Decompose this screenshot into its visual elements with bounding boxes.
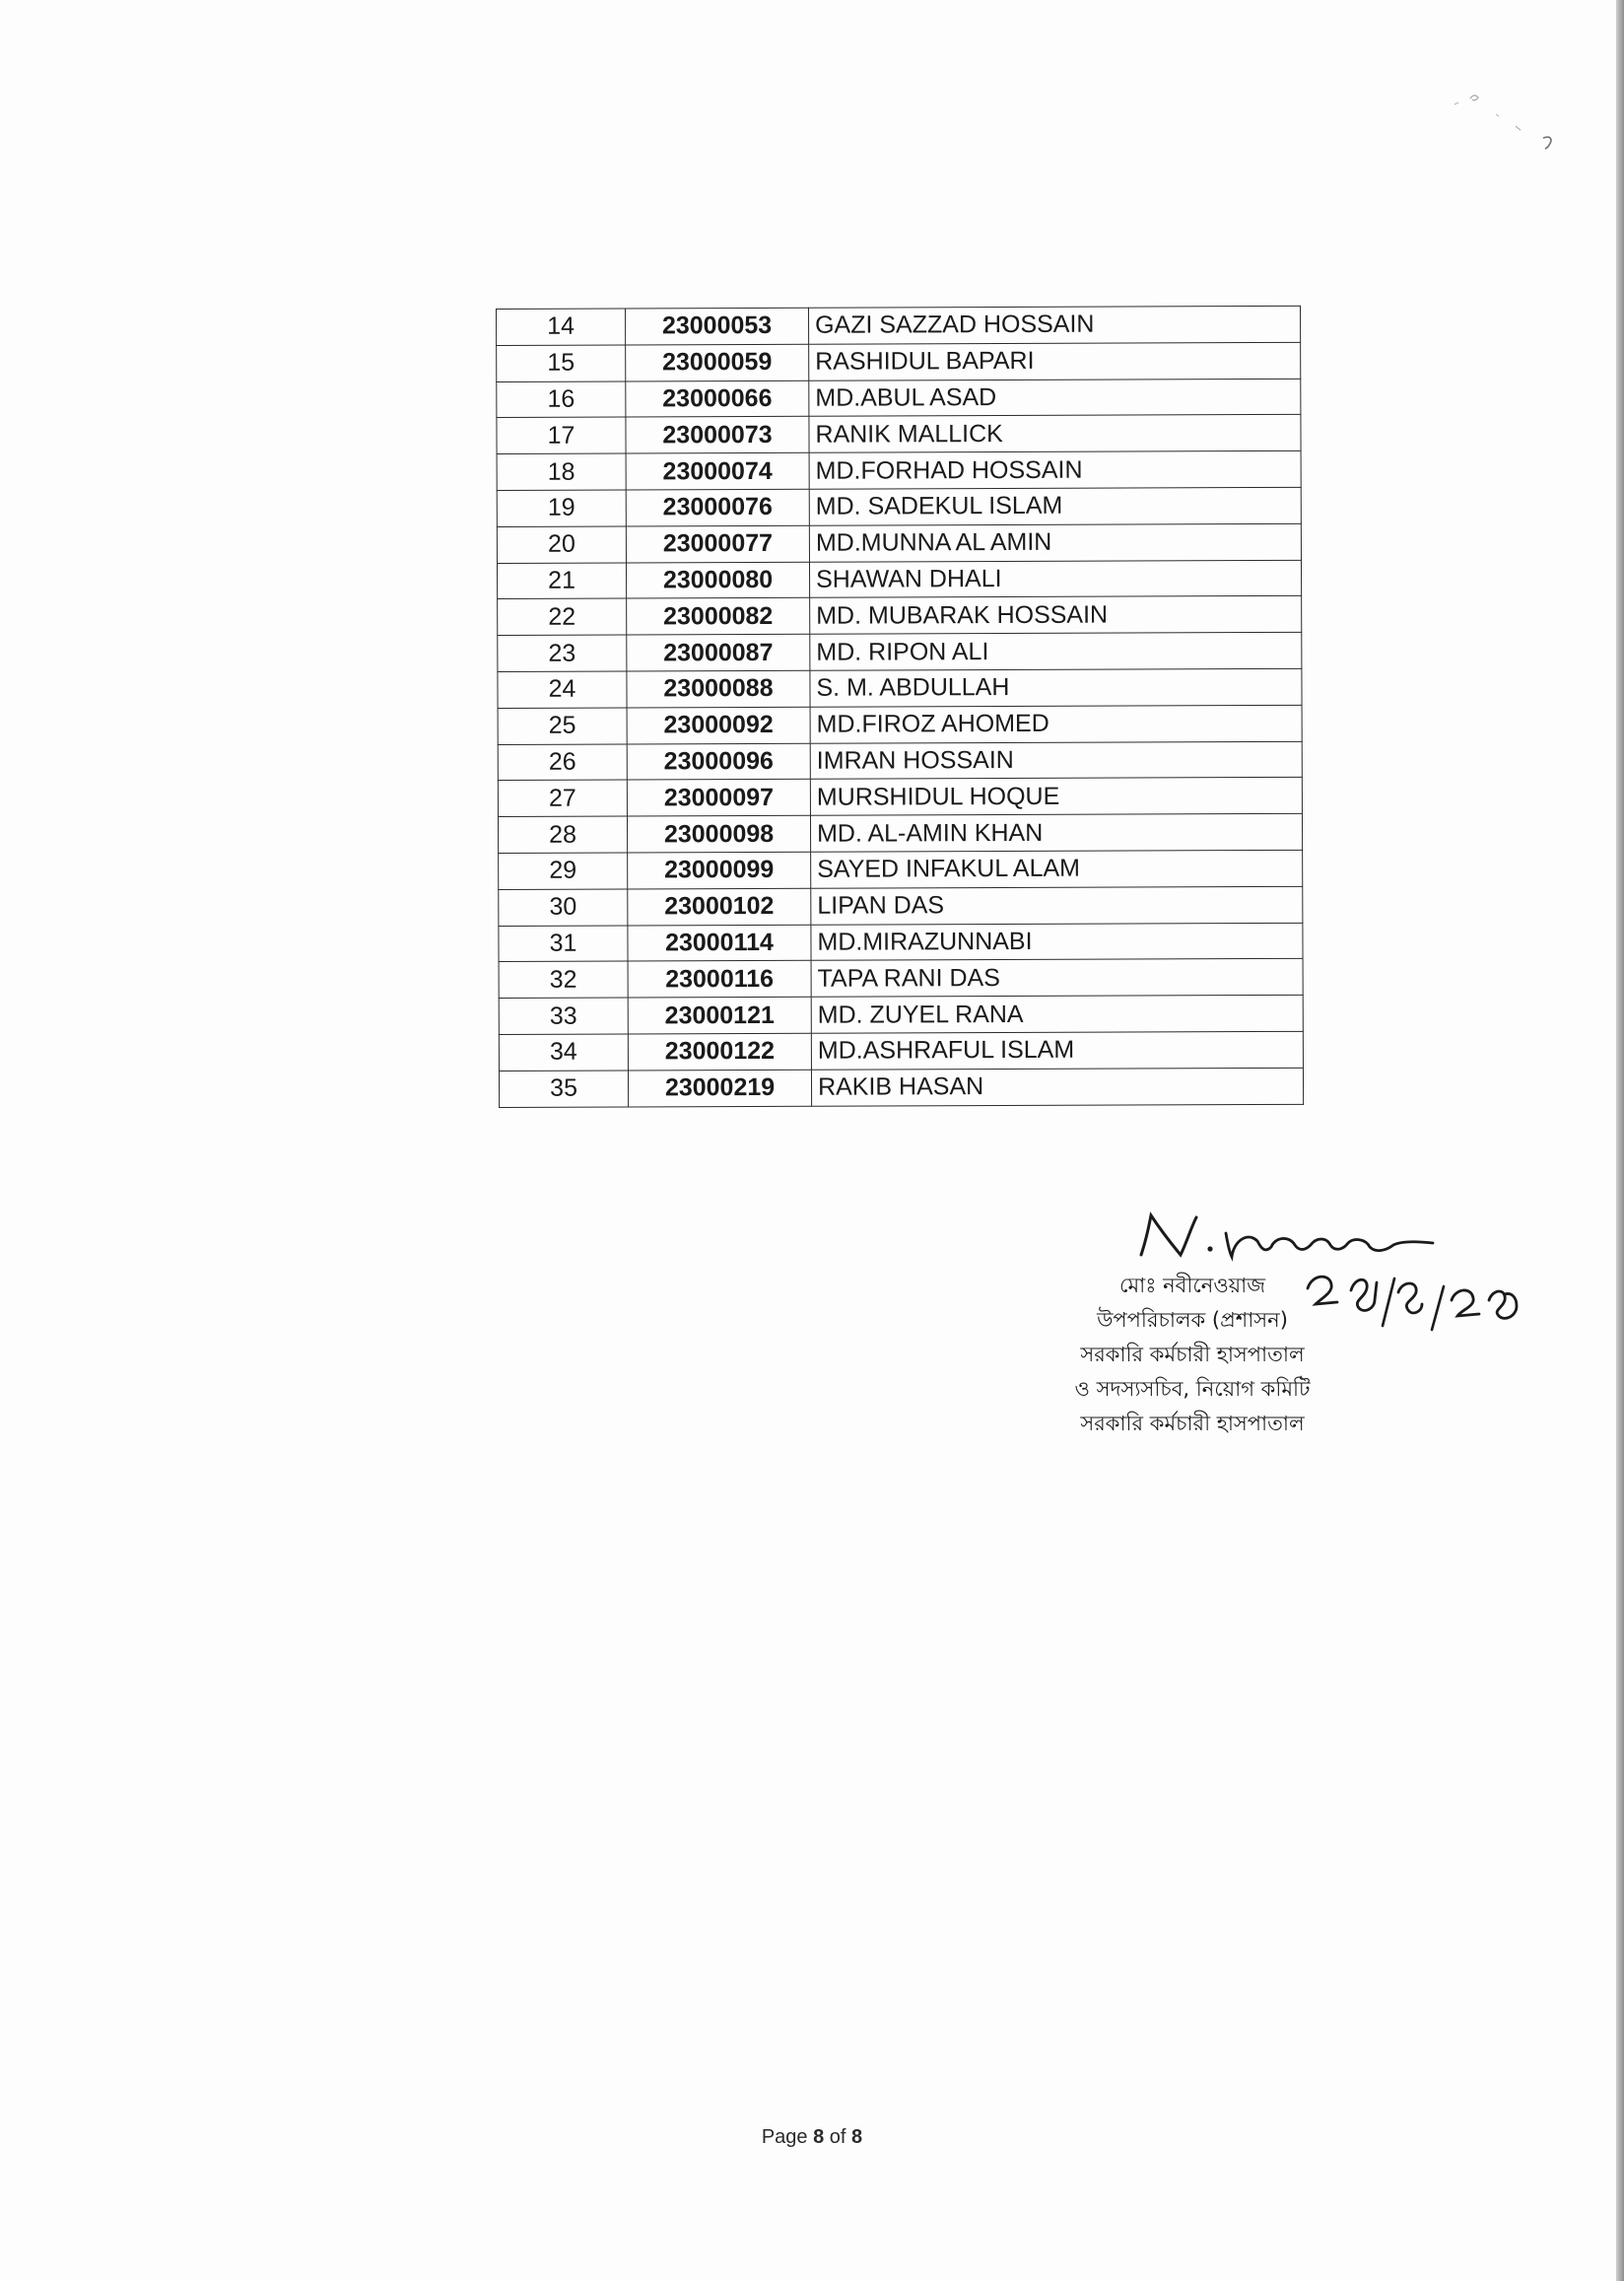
table-row <box>499 996 1303 1035</box>
signatory-designation <box>1025 1269 1360 1441</box>
roll-number-cell: 23000219 <box>628 1070 811 1107</box>
candidate-name-cell: MD.FIROZ AHOMED <box>810 705 1302 743</box>
candidate-name-cell: GAZI SAZZAD HOSSAIN <box>808 306 1300 344</box>
roll-number-cell: 23000088 <box>627 670 810 708</box>
candidate-name-cell: S. M. ABDULLAH <box>810 668 1302 707</box>
page-current-number: 8 <box>813 2126 825 2148</box>
table-row <box>498 778 1302 817</box>
serial-cell: 22 <box>498 598 627 635</box>
serial-cell: 24 <box>498 671 627 708</box>
scan-smudge-mark <box>1445 87 1573 156</box>
roll-number-cell: 23000059 <box>626 344 809 381</box>
roll-number-cell: 23000092 <box>627 707 810 744</box>
signature-block <box>1025 1198 1498 1454</box>
scan-page-edge <box>1616 0 1624 2281</box>
candidate-name-cell: MD.MIRAZUNNABI <box>811 923 1303 961</box>
serial-cell: 28 <box>498 816 627 853</box>
signatory-office-repeat: সরকারি কর্মচারী হাসপাতাল <box>1080 1412 1305 1435</box>
candidate-name-cell: TAPA RANI DAS <box>811 959 1303 998</box>
candidate-name-cell: MD. SADEKUL ISLAM <box>809 487 1301 525</box>
roll-number-cell: 23000102 <box>628 888 811 926</box>
candidate-name-cell: RASHIDUL BAPARI <box>809 342 1301 380</box>
table-row <box>497 451 1301 491</box>
roll-number-cell: 23000121 <box>628 997 811 1034</box>
serial-cell: 34 <box>499 1034 628 1071</box>
serial-cell: 21 <box>497 563 626 599</box>
table-row <box>499 850 1303 889</box>
roll-number-cell: 23000074 <box>626 452 809 490</box>
table-row <box>497 342 1301 381</box>
candidate-name-cell: MD.FORHAD HOSSAIN <box>809 451 1301 490</box>
roll-number-cell: 23000073 <box>626 417 809 454</box>
serial-cell: 29 <box>499 853 628 889</box>
page-label: Page <box>761 2126 808 2148</box>
table-body <box>497 306 1304 1107</box>
page-of-label: of <box>829 2126 846 2148</box>
roll-number-cell: 23000082 <box>627 598 810 636</box>
table-row <box>497 379 1301 418</box>
serial-cell: 31 <box>499 926 628 962</box>
table-row <box>497 523 1301 563</box>
serial-cell: 20 <box>497 526 626 563</box>
roll-number-cell: 23000099 <box>628 852 811 889</box>
table-row <box>497 415 1301 454</box>
table-row <box>498 596 1302 636</box>
roll-number-cell: 23000066 <box>626 380 809 418</box>
signatory-committee-role: ও সদস্যসচিব, নিয়োগ কমিটি <box>1074 1377 1311 1401</box>
serial-cell: 14 <box>497 309 626 345</box>
serial-cell: 30 <box>499 889 628 926</box>
serial-cell: 25 <box>498 708 627 744</box>
table-row <box>498 668 1302 708</box>
table-row <box>497 306 1301 345</box>
serial-cell: 27 <box>498 780 627 816</box>
roll-number-cell: 23000114 <box>628 925 811 962</box>
table-row <box>499 959 1303 999</box>
serial-cell: 32 <box>499 961 628 998</box>
candidate-name-cell: MD.MUNNA AL AMIN <box>809 523 1301 562</box>
candidate-name-cell: MD. AL-AMIN KHAN <box>810 814 1302 853</box>
signatory-post: উপপরিচালক (প্রশাসন) <box>1097 1308 1288 1332</box>
candidate-name-cell: IMRAN HOSSAIN <box>810 741 1302 780</box>
serial-cell: 17 <box>497 417 626 453</box>
table-row <box>499 1068 1303 1107</box>
roll-number-cell: 23000098 <box>627 815 810 853</box>
candidate-name-cell: SHAWAN DHALI <box>809 560 1301 598</box>
serial-cell: 35 <box>499 1071 628 1107</box>
candidate-name-cell: RAKIB HASAN <box>811 1068 1303 1106</box>
roll-number-cell: 23000087 <box>627 634 810 671</box>
serial-cell: 26 <box>498 744 627 781</box>
table-row <box>499 923 1303 962</box>
signatory-office: সরকারি কর্মচারী হাসপাতাল <box>1080 1343 1305 1366</box>
roll-number-cell: 23000080 <box>626 562 809 599</box>
table-row <box>498 741 1302 781</box>
page-footer <box>0 2126 1624 2149</box>
candidate-result-table <box>496 306 1304 1108</box>
candidate-name-cell: MD. RIPON ALI <box>810 633 1302 671</box>
serial-cell: 16 <box>497 381 626 418</box>
roll-number-cell: 23000076 <box>626 489 809 526</box>
table-row <box>498 705 1302 744</box>
candidate-name-cell: RANIK MALLICK <box>809 415 1301 453</box>
table-row <box>499 886 1303 926</box>
page-total-number: 8 <box>851 2126 863 2148</box>
serial-cell: 15 <box>497 345 626 381</box>
roll-number-cell: 23000097 <box>627 780 810 817</box>
candidate-name-cell: MURSHIDUL HOQUE <box>810 778 1302 816</box>
candidate-name-cell: LIPAN DAS <box>811 886 1303 925</box>
serial-cell: 19 <box>497 490 626 526</box>
candidate-name-cell: MD. MUBARAK HOSSAIN <box>810 596 1302 635</box>
serial-cell: 23 <box>498 635 627 671</box>
candidate-name-cell: SAYED INFAKUL ALAM <box>811 850 1303 888</box>
candidate-name-cell: MD.ABUL ASAD <box>809 379 1301 417</box>
roll-number-cell: 23000122 <box>628 1033 811 1071</box>
table-row <box>499 1031 1303 1071</box>
roll-number-cell: 23000096 <box>627 743 810 781</box>
candidate-name-cell: MD. ZUYEL RANA <box>811 996 1303 1034</box>
roll-number-cell: 23000077 <box>626 525 809 563</box>
table-row <box>498 633 1302 672</box>
table-row <box>497 560 1301 599</box>
roll-number-cell: 23000053 <box>626 308 809 345</box>
serial-cell: 18 <box>497 453 626 490</box>
table-row <box>498 814 1302 854</box>
signatory-name: মোঃ নবীনেওয়াজ <box>1118 1274 1266 1297</box>
candidate-name-cell: MD.ASHRAFUL ISLAM <box>811 1031 1303 1070</box>
roll-number-cell: 23000116 <box>628 961 811 999</box>
serial-cell: 33 <box>499 998 628 1034</box>
table-row <box>497 487 1301 526</box>
